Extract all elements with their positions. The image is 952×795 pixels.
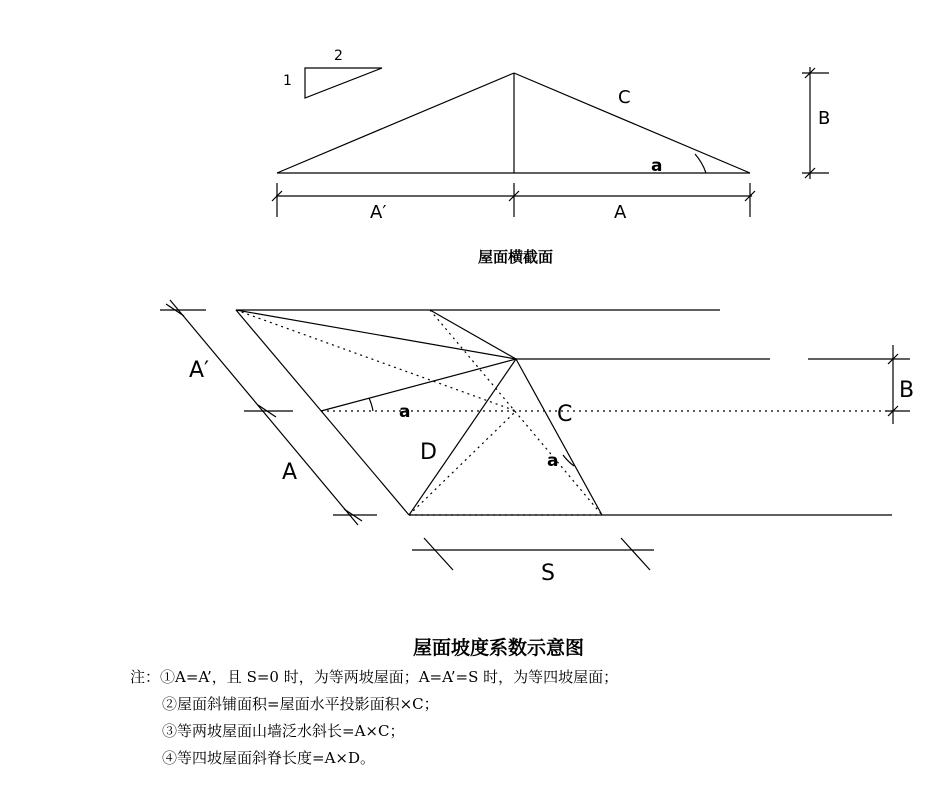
note-line: ③等两坡屋面山墙泛水斜长=A×C； bbox=[162, 722, 405, 740]
section-label-a-prime: A′ bbox=[370, 202, 387, 223]
plan-label-d: D bbox=[420, 440, 437, 465]
plan-label-c: C bbox=[557, 402, 573, 427]
section-caption: 屋面横截面 bbox=[478, 248, 554, 266]
plan-label-a: A bbox=[282, 460, 298, 485]
plan-angle-label-left: a bbox=[399, 402, 411, 422]
notes bbox=[130, 664, 618, 772]
plan-angle-label-right: a bbox=[547, 451, 559, 471]
figure-title: 屋面坡度系数示意图 bbox=[413, 637, 585, 659]
roof-cross-section bbox=[272, 67, 829, 217]
slope-rise-label: 1 bbox=[283, 73, 292, 89]
note-line: ②屋面斜铺面积=屋面水平投影面积×C； bbox=[162, 695, 439, 713]
section-label-b: B bbox=[818, 108, 831, 129]
plan-label-s: S bbox=[541, 561, 555, 586]
note-line: ④等四坡屋面斜脊长度=A×D。 bbox=[162, 749, 375, 767]
plan-label-a-prime: A′ bbox=[189, 358, 210, 383]
roof-plan bbox=[160, 300, 910, 570]
section-label-c: C bbox=[618, 87, 631, 108]
slope-run-label: 2 bbox=[334, 48, 343, 64]
plan-label-b: B bbox=[899, 378, 915, 403]
section-angle-label: a bbox=[651, 156, 663, 176]
slope-ratio-triangle bbox=[305, 68, 382, 98]
note-line: 注：①A=A’，且 S=0 时，为等两坡屋面；A=A’=S 时，为等四坡屋面； bbox=[130, 668, 619, 686]
section-label-a: A bbox=[614, 202, 627, 223]
